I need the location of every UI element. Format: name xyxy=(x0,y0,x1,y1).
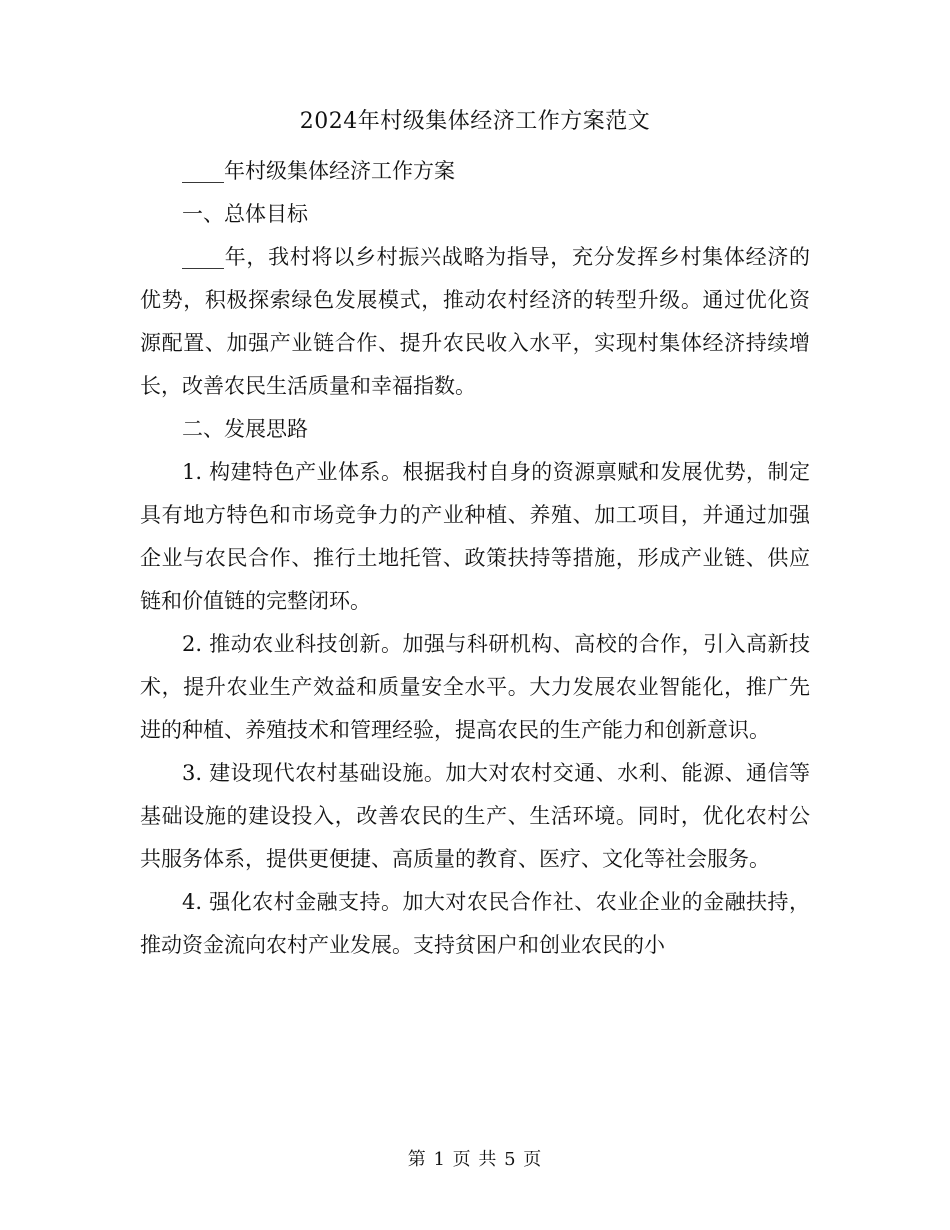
section-heading-development-ideas: 二、发展思路 xyxy=(182,417,308,441)
section-heading-overall-goal: 一、总体目标 xyxy=(182,202,308,226)
paragraph-item-3: 3. 建设现代农村基础设施。加大对农村交通、水利、能源、通信等基础设施的建设投入，改善农民的生产、生活环境。同时，优化农村公共服务体系，提供更便捷、高质量的教育、医疗、文化等社会服务。 xyxy=(140,761,810,871)
page-indicator: 第 1 页 共 5 页 xyxy=(407,1149,543,1170)
paragraph-item-2: 2. 推动农业科技创新。加强与科研机构、高校的合作，引入高新技术，提升农业生产效益和质量安全水平。大力发展农业智能化，推广先进的种植、养殖技术和管理经验，提高农民的生产能力和创新意识。 xyxy=(140,632,810,742)
document-body xyxy=(140,150,810,967)
paragraph-item-4: 4. 强化农村金融支持。加大对农民合作社、农业企业的金融扶持，推动资金流向农村产业发展。支持贫困户和创业农民的小 xyxy=(140,890,810,957)
paragraph-subtitle: ____年村级集体经济工作方案 xyxy=(182,159,455,183)
paragraph-overall-goal: ____年，我村将以乡村振兴战略为指导，充分发挥乡村集体经济的优势，积极探索绿色发展模式，推动农村经济的转型升级。通过优化资源配置、加强产业链合作、提升农民收入水平，实现村集体经济持续增长，改善农民生活质量和幸福指数。 xyxy=(140,245,810,398)
document-title: 2024年村级集体经济工作方案范文 xyxy=(299,109,651,134)
paragraph-item-1: 1. 构建特色产业体系。根据我村自身的资源禀赋和发展优势，制定具有地方特色和市场竞争力的产业种植、养殖、加工项目，并通过加强企业与农民合作、推行土地托管、政策扶持等措施，形成产业链、供应链和价值链的完整闭环。 xyxy=(140,460,810,613)
